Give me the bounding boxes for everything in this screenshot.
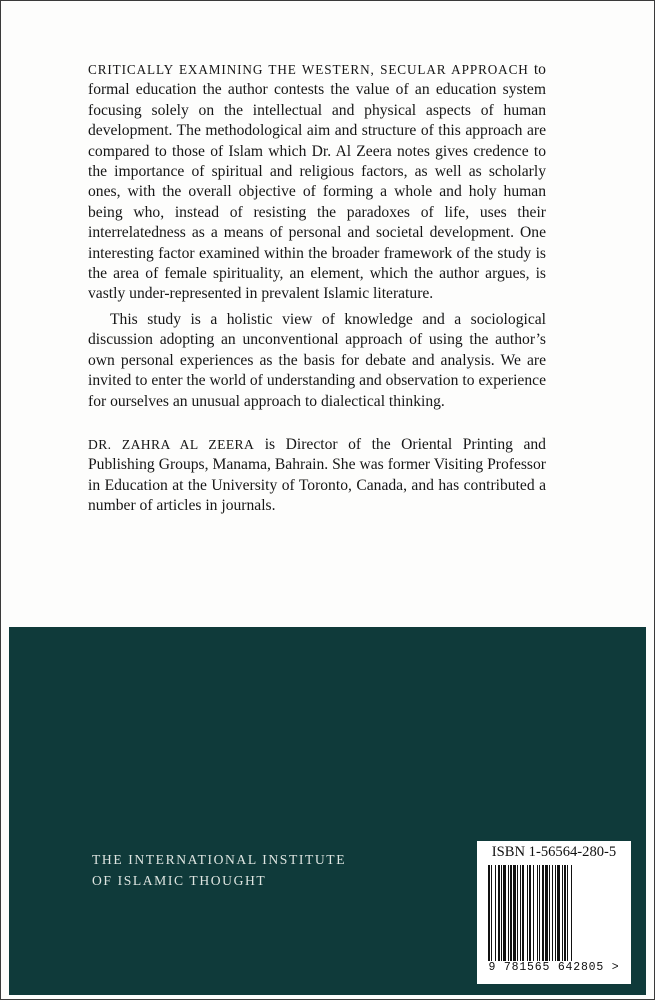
publisher-line-2: OF ISLAMIC THOUGHT	[92, 872, 267, 888]
barcode-digits: 9 781565 642805 >	[488, 961, 620, 974]
barcode-box	[477, 841, 631, 984]
blurb-paragraph-1	[88, 60, 546, 305]
author-bio-text: is Director of the Oriental Printing and Publishing Groups, Manama, Bahrain. She was former Visiting Professor in Education at the University of Toronto, Canada, and has contributed a number of articles in journals.	[88, 435, 546, 515]
cover-blurb	[88, 60, 546, 517]
isbn-label: ISBN 1-56564-280-5	[491, 844, 617, 860]
publisher-panel	[9, 627, 646, 995]
author-bio	[88, 435, 546, 517]
publisher-name	[92, 850, 346, 891]
blurb-paragraph-1-text: to formal education the author contests the value of an education system focusing solely on the intellectual and physical aspects of human development. The methodological aim and structure of this approach are compared to those of Islam which Dr. Al Zeera notes gives credence to the importance of spiritual and religious factors, as well as scholarly ones, with the overall objective of forming a whole and holy human being who, instead of resisting the paradoxes of life, uses their interrelatedness as a means of personal and societal development. One interesting factor examined within the broader framework of the study is the area of female spirituality, an element, which the author argues, is vastly under-represented in prevalent Islamic literature.	[88, 61, 546, 303]
blurb-paragraph-2: This study is a holistic view of knowledge and a sociological discussion adopting an unconventional approach of using the author’s own personal experiences as the basis for debate and analysis. We are invited to enter the world of understanding and observation to experience for ourselves an unusual approach to dialectical thinking.	[88, 310, 546, 410]
barcode-icon	[488, 865, 620, 961]
author-name: DR. ZAHRA AL ZEERA	[88, 436, 255, 452]
blurb-lead-caps: CRITICALLY EXAMINING THE WESTERN, SECULAR APPROACH	[88, 62, 529, 77]
publisher-line-1: THE INTERNATIONAL INSTITUTE	[92, 852, 347, 867]
